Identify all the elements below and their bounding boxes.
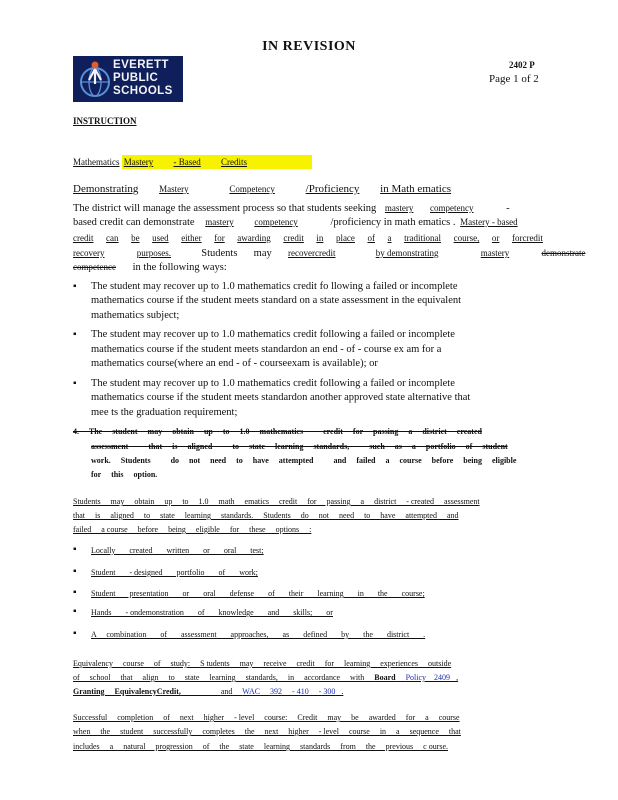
heading-d: Credits bbox=[221, 157, 247, 167]
bullet-icon: ▪ bbox=[73, 628, 77, 639]
intro-l1-d: - bbox=[506, 203, 510, 214]
struck-line-3: work. Students do not need to have attempted and failed a course before being eligible bbox=[91, 456, 517, 465]
everett-public-schools-logo bbox=[73, 56, 183, 102]
item-2-line-2: mathematics course if the student meets standardon an end - of - course ex am for a bbox=[91, 344, 442, 355]
intro-l3-l: a bbox=[387, 233, 392, 243]
struck-line-4: for this option. bbox=[91, 470, 158, 479]
subheading-b: Mastery bbox=[159, 184, 189, 194]
item-3-line-3: mee ts the graduation requirement; bbox=[91, 407, 238, 418]
option-1: Locally created written or oral test; bbox=[91, 546, 264, 555]
success-line-1: Successful completion of next higher - level course: Credit may be awarded for a course bbox=[73, 713, 460, 722]
policy-code: 2402 P bbox=[509, 60, 535, 70]
intro-l4-d: may bbox=[253, 248, 272, 259]
intro-l3-k: of bbox=[367, 233, 375, 243]
intro-l4-b: purposes. bbox=[136, 248, 171, 258]
intro-l1-a: The district will manage the assessment process so that students seeking bbox=[73, 203, 377, 214]
wac-link[interactable]: WAC 392 - 410 - 300 bbox=[242, 687, 336, 696]
intro-l5-a: competence bbox=[73, 262, 116, 272]
bullet-icon: ▪ bbox=[73, 566, 77, 577]
struck-line-2: assessment that is aligned to state learning standards, such as a portfolio of student bbox=[91, 442, 508, 451]
option-4: Hands - ondemonstration of knowledge and skills; or bbox=[91, 608, 333, 617]
item-1-line-1: The student may recover up to 1.0 mathematics credit fo llowing a failed or incomplete bbox=[91, 281, 458, 292]
option-5: A combination of assessment approaches, as defined by the district . bbox=[91, 630, 426, 639]
intro-line-4 bbox=[73, 246, 586, 261]
subheading-a: Demonstrating bbox=[73, 183, 139, 195]
equiv-l3d: . bbox=[341, 687, 344, 696]
item-2-line-1: The student may recover up to 1.0 mathematics credit following a failed or incomplete bbox=[91, 329, 455, 340]
equiv-l2a: of school that align to state learning standards, in accordance with bbox=[73, 673, 365, 682]
bullet-icon: ▪ bbox=[73, 378, 77, 389]
intro-l3-b: can bbox=[106, 233, 119, 243]
intro-l2-d: /proficiency in math ematics . bbox=[330, 217, 456, 228]
students-line-3: failed a course before being eligible for these options : bbox=[73, 525, 312, 534]
logo-line-1: EVERETT bbox=[113, 59, 169, 71]
logo-line-3: SCHOOLS bbox=[113, 85, 173, 97]
bullet-icon: ▪ bbox=[73, 329, 77, 340]
intro-l3-f: for bbox=[214, 233, 225, 243]
bullet-icon: ▪ bbox=[73, 544, 77, 555]
intro-l1-c: competency bbox=[430, 203, 474, 213]
equiv-line-2 bbox=[73, 671, 458, 685]
intro-l4-h: demonstrate bbox=[541, 248, 586, 258]
intro-l3-n: course, bbox=[453, 233, 480, 243]
page-number: Page 1 of 2 bbox=[489, 73, 539, 85]
heading-highlight bbox=[122, 155, 312, 169]
policy-2409-link[interactable]: Policy 2409 bbox=[405, 673, 451, 682]
item-1-line-2: mathematics course if the student meets standard on a state assessment in the equivalent bbox=[91, 295, 462, 306]
intro-l3-i: in bbox=[316, 233, 324, 243]
intro-line-1 bbox=[73, 201, 510, 216]
success-line-3: includes a natural progression of the state learning standards from the previous c ourse. bbox=[73, 742, 449, 751]
equiv-line-3 bbox=[73, 685, 343, 699]
heading bbox=[73, 155, 312, 169]
option-3: Student presentation or oral defense of their learning in the course; bbox=[91, 589, 425, 598]
intro-l3-d: used bbox=[152, 233, 169, 243]
intro-l3-h: credit bbox=[283, 233, 304, 243]
item-3-line-2: mathematics course if the student meets standardon another approved state alternative that bbox=[91, 392, 471, 403]
document-title: IN REVISION bbox=[262, 39, 356, 54]
intro-l3-p: forcredit bbox=[511, 233, 543, 243]
equiv-l3a: Granting EquivalencyCredit, bbox=[73, 687, 181, 696]
struck-line-1: 4. The student may obtain up to 1.0 mathematics credit for passing a district created bbox=[73, 427, 482, 436]
bullet-icon: ▪ bbox=[73, 606, 77, 617]
bullet-icon: ▪ bbox=[73, 587, 77, 598]
item-1-line-3: mathematics subject; bbox=[91, 310, 180, 321]
intro-l3-c: be bbox=[131, 233, 140, 243]
intro-l2-a: based credit can demonstrate bbox=[73, 217, 195, 228]
subheading-e: in Math ematics bbox=[380, 183, 452, 195]
equiv-l3b: and bbox=[220, 687, 233, 696]
bullet-icon: ▪ bbox=[73, 281, 77, 292]
intro-l3-j: place bbox=[335, 233, 355, 243]
intro-l3-m: traditional bbox=[404, 233, 442, 243]
heading-b: Mastery bbox=[123, 157, 154, 167]
intro-line-2 bbox=[73, 215, 518, 230]
heading-c: - Based bbox=[173, 157, 201, 167]
subheading-c: Competency bbox=[229, 184, 275, 194]
intro-l3-o: or bbox=[491, 233, 500, 243]
intro-l4-a: recovery bbox=[73, 248, 105, 258]
equiv-l2d: , bbox=[456, 673, 459, 682]
students-line-1: Students may obtain up to 1.0 math ematics credit for passing a district - created assessment bbox=[73, 497, 480, 506]
equiv-board: Board bbox=[374, 673, 396, 682]
intro-l2-b: mastery bbox=[205, 217, 234, 227]
equiv-line-1: Equivalency course of study: S tudents may receive credit for learning experiences outside bbox=[73, 659, 452, 668]
section-label: INSTRUCTION bbox=[73, 116, 137, 126]
logo-line-2: PUBLIC bbox=[113, 72, 159, 84]
intro-l4-e: recovercredit bbox=[287, 248, 336, 258]
students-line-2: that is aligned to state learning standards. Students do not need to have attempted and bbox=[73, 511, 459, 520]
intro-l3-a: credit bbox=[73, 233, 94, 243]
intro-line-3 bbox=[73, 231, 543, 245]
item-3-line-1: The student may recover up to 1.0 mathematics credit following a failed or incomplete bbox=[91, 378, 455, 389]
intro-line-5 bbox=[73, 260, 227, 275]
success-line-2: when the student successfully completes the next higher - level course in a sequence that bbox=[73, 727, 461, 736]
intro-l3-g: awarding bbox=[237, 233, 271, 243]
subheading bbox=[73, 182, 451, 196]
item-2-line-3: mathematics course(where an end - of - courseexam is available); or bbox=[91, 358, 378, 369]
globe-figure-icon bbox=[77, 60, 113, 100]
intro-l4-c: Students bbox=[201, 248, 238, 259]
intro-l5-b: in the following ways: bbox=[132, 262, 227, 273]
heading-a: Mathematics bbox=[73, 157, 120, 167]
option-2: Student - designed portfolio of work; bbox=[91, 568, 258, 577]
subheading-d: /Proficiency bbox=[305, 183, 360, 195]
intro-l1-b: mastery bbox=[384, 203, 414, 213]
intro-l2-e: Mastery - based bbox=[460, 217, 518, 227]
intro-l2-c: competency bbox=[254, 217, 298, 227]
intro-l3-e: either bbox=[181, 233, 202, 243]
intro-l4-g: mastery bbox=[480, 248, 510, 258]
intro-l4-f: by demonstrating bbox=[375, 248, 439, 258]
